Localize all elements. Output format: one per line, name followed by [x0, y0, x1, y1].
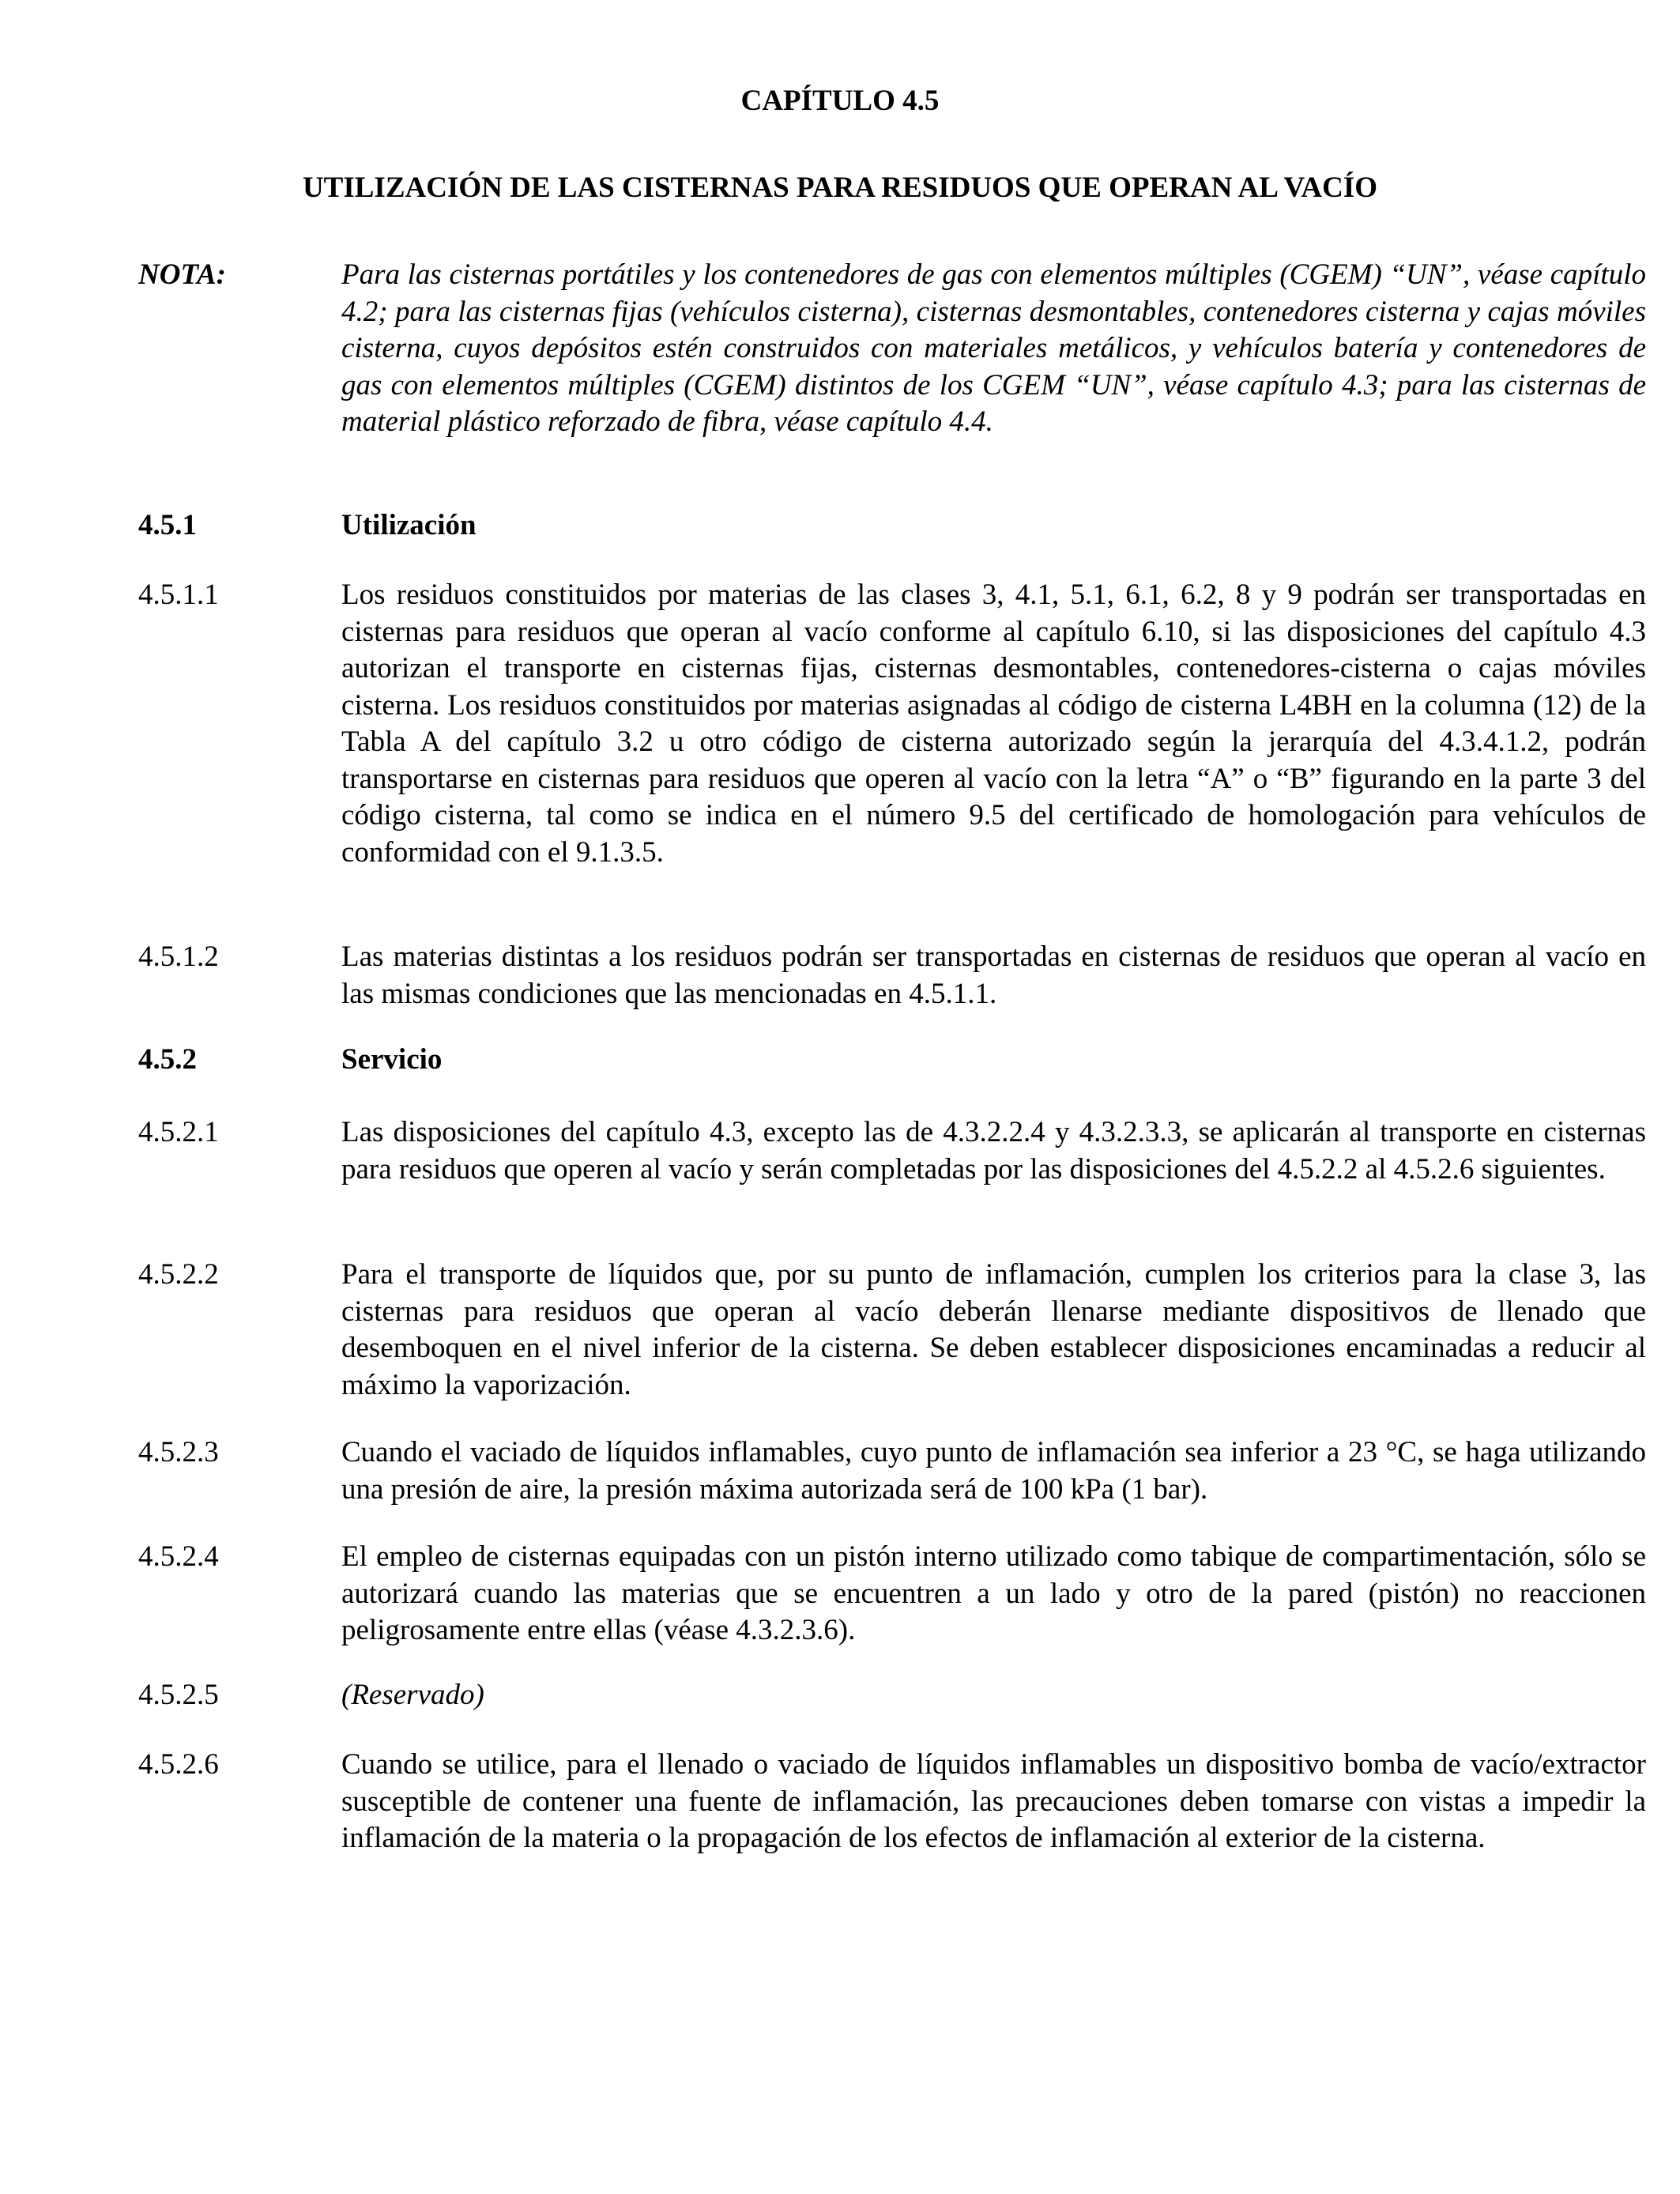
paragraph-text: Para el transporte de líquidos que, por su punto de inflamación, cumplen los criterios para la clase 3, las cisternas para residuos que operan al vacío deberán llenarse mediante dispositivos de llenado que desemboquen en el nivel inferior de la cisterna. Se deben establecer disposiciones encaminadas a reducir al máximo la vaporización.	[341, 1258, 1646, 1401]
note-label: NOTA:	[138, 258, 226, 291]
paragraph-text: Los residuos constituidos por materias de las clases 3, 4.1, 5.1, 6.1, 6.2, 8 y 9 podrán ser transportadas en cisternas para residuos que operan al vacío conforme al capítulo 6.10, si las disposiciones del capítulo 4.3 autorizan el transporte en cisternas fijas, cisternas desmontables, contenedores-cisterna o cajas móviles cisterna. Los residuos constituidos por materias asignadas al código de cisterna L4BH en la columna (12) de la Tabla A del capítulo 3.2 u otro código de cisterna autorizado según la jerarquía del 4.3.4.1.2, podrán transportarse en cisternas para residuos que operen al vacío con la letra “A” o “B” figurando en la parte 3 del código cisterna, tal como se indica en el número 9.5 del certificado de homologación para vehículos de conformidad con el 9.1.3.5.	[341, 579, 1646, 869]
section-heading: Servicio	[341, 1043, 443, 1076]
chapter-title: UTILIZACIÓN DE LAS CISTERNAS PARA RESIDUOS QUE OPERAN AL VACÍO	[302, 172, 1378, 204]
note-text: Para las cisternas portátiles y los contenedores de gas con elementos múltiples (CGEM) “UN”, véase capítulo 4.2; para las cisternas fijas (vehículos cisterna), cisternas desmontables, contenedores cisterna y cajas móviles cisterna, cuyos depósitos estén construidos con materiales metálicos, y vehículos batería y contenedores de gas con elementos múltiples (CGEM) distintos de los CGEM “UN”, véase capítulo 4.3; para las cisternas de material plástico reforzado de fibra, véase capítulo 4.4.	[341, 258, 1646, 438]
paragraph-number: 4.5.2.6	[138, 1748, 219, 1781]
paragraph-number: 4.5.2.1	[138, 1116, 219, 1148]
paragraph-number: 4.5.2.4	[138, 1540, 219, 1573]
paragraph-text: Cuando se utilice, para el llenado o vaciado de líquidos inflamables un dispositivo bomba de vacío/extractor susceptible de contener una fuente de inflamación, las precauciones deben tomarse con vistas a impedir la inflamación de la materia o la propagación de los efectos de inflamación al exterior de la cisterna.	[341, 1748, 1646, 1854]
chapter-heading: CAPÍTULO 4.5	[740, 85, 940, 117]
paragraph-number: 4.5.2.2	[138, 1258, 219, 1291]
paragraph-number: 4.5.2.3	[138, 1436, 219, 1468]
paragraph-text: El empleo de cisternas equipadas con un pistón interno utilizado como tabique de compartimentación, sólo se autorizará cuando las materias que se encuentren a un lado y otro de la pared (pistón) no reaccionen peligrosamente entre ellas (véase 4.3.2.3.6).	[341, 1540, 1646, 1646]
paragraph-number: 4.5.1.2	[138, 941, 219, 973]
paragraph-text: Cuando el vaciado de líquidos inflamables, cuyo punto de inflamación sea inferior a 23 °C, se haga utilizando una presión de aire, la presión máxima autorizada será de 100 kPa (1 bar).	[341, 1436, 1646, 1506]
paragraph-text: Las materias distintas a los residuos podrán ser transportadas en cisternas de residuos que operan al vacío en las mismas condiciones que las mencionadas en 4.5.1.1.	[341, 941, 1646, 1010]
paragraph-text: (Reservado)	[341, 1679, 484, 1711]
paragraph-text: Las disposiciones del capítulo 4.3, excepto las de 4.3.2.2.4 y 4.3.2.3.3, se aplicarán al transporte en cisternas para residuos que operen al vacío y serán completadas por las disposiciones del 4.5.2.2 al 4.5.2.6 siguientes.	[341, 1116, 1646, 1186]
section-heading: Utilización	[341, 509, 477, 541]
section-number: 4.5.1	[138, 509, 197, 541]
paragraph-number: 4.5.2.5	[138, 1679, 219, 1711]
paragraph-number: 4.5.1.1	[138, 579, 219, 611]
section-number: 4.5.2	[138, 1043, 197, 1076]
